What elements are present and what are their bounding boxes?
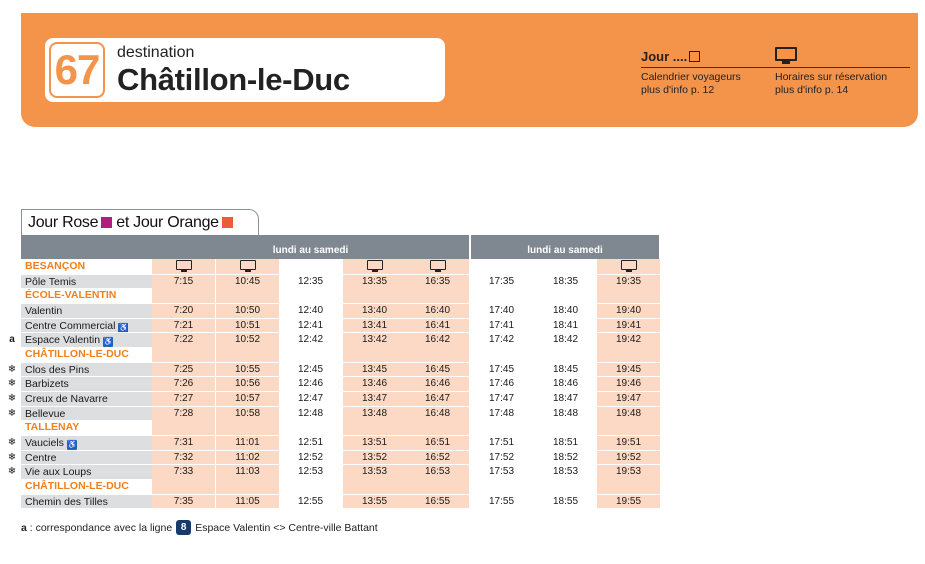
phone-reservation-icon (775, 47, 797, 65)
time-cell: 12:42 (279, 333, 342, 347)
time-cell (152, 420, 215, 435)
time-cell: 7:33 (152, 465, 215, 479)
snowflake-icon: ❄ (7, 451, 17, 463)
time-cell: 10:55 (216, 363, 279, 377)
time-cell: 16:35 (406, 275, 469, 289)
time-cell (279, 479, 342, 494)
stop-name-text: Vauciels (25, 436, 64, 449)
legend-calendar-line-1: Calendrier voyageurs (641, 71, 741, 83)
time-cell: 7:35 (152, 495, 215, 509)
time-cell: 19:35 (597, 275, 660, 289)
time-cell: 18:52 (534, 451, 597, 465)
time-cell (534, 288, 597, 303)
stop-name (21, 465, 152, 479)
town-name (21, 288, 152, 303)
time-cell: 19:47 (597, 392, 660, 406)
stop-name (21, 319, 152, 333)
orange-square-icon (222, 217, 233, 228)
time-cell: 18:55 (534, 495, 597, 509)
stop-row (21, 494, 659, 509)
time-cell: 16:41 (406, 319, 469, 333)
stop-name-text: Vie aux Loups (25, 466, 92, 479)
time-cell: 7:31 (152, 436, 215, 450)
phone-reservation-icon (430, 260, 446, 273)
footnote (21, 520, 378, 535)
stop-name (21, 377, 152, 391)
legend-calendar-title: Jour .... (641, 48, 688, 64)
stop-name (21, 407, 152, 421)
time-cell: 16:53 (406, 465, 469, 479)
legend-divider (641, 67, 776, 68)
time-cell: 16:40 (406, 304, 469, 318)
time-cell: 7:15 (152, 275, 215, 289)
line-number-badge: 67 (49, 42, 105, 98)
time-cell: 19:40 (597, 304, 660, 318)
stop-name (21, 275, 152, 289)
destination-label: destination (117, 44, 195, 61)
stop-row (21, 318, 659, 333)
time-cell: 16:45 (406, 363, 469, 377)
town-row (21, 288, 659, 303)
time-cell: 17:48 (470, 407, 533, 421)
time-cell: 17:53 (470, 465, 533, 479)
time-cell (406, 347, 469, 362)
time-cell: 12:47 (279, 392, 342, 406)
time-cell: 10:52 (216, 333, 279, 347)
time-cell (534, 420, 597, 435)
time-cell: 10:56 (216, 377, 279, 391)
time-cell: 16:46 (406, 377, 469, 391)
time-cell: 13:45 (343, 363, 406, 377)
time-cell: 19:51 (597, 436, 660, 450)
time-cell: 11:01 (216, 436, 279, 450)
time-cell: 10:58 (216, 407, 279, 421)
stop-name-text: TALLENAY (25, 421, 80, 434)
header-banner (21, 13, 918, 127)
day-type-tab (21, 209, 259, 235)
time-cell (152, 347, 215, 362)
time-cell: 13:46 (343, 377, 406, 391)
time-cell: 13:41 (343, 319, 406, 333)
time-cell (470, 420, 533, 435)
time-cell (279, 288, 342, 303)
town-row (21, 420, 659, 435)
time-cell: 18:45 (534, 363, 597, 377)
town-name (21, 420, 152, 435)
footnote-text-before: : correspondance avec la ligne (26, 521, 173, 534)
time-cell: 19:52 (597, 451, 660, 465)
time-cell (406, 259, 469, 274)
time-cell: 17:47 (470, 392, 533, 406)
time-cell (152, 479, 215, 494)
stop-name-text: Bellevue (25, 407, 66, 420)
legend-reservation (775, 47, 910, 97)
time-cell: 16:47 (406, 392, 469, 406)
stop-name-text: Pôle Temis (25, 275, 77, 288)
time-cell: 18:41 (534, 319, 597, 333)
time-cell: 13:53 (343, 465, 406, 479)
time-cell (216, 347, 279, 362)
stop-name (21, 392, 152, 406)
time-cell: 7:27 (152, 392, 215, 406)
time-cell: 11:03 (216, 465, 279, 479)
time-cell: 11:02 (216, 451, 279, 465)
time-cell: 10:57 (216, 392, 279, 406)
time-cell: 16:51 (406, 436, 469, 450)
legend-divider (775, 67, 910, 68)
time-cell: 19:55 (597, 495, 660, 509)
tab-label-orange: et Jour Orange (116, 214, 219, 231)
group-label-1: lundi au samedi (272, 245, 349, 256)
time-cell (597, 259, 660, 274)
time-cell: 17:46 (470, 377, 533, 391)
stop-name (21, 304, 152, 318)
time-cell: 19:53 (597, 465, 660, 479)
time-cell: 18:47 (534, 392, 597, 406)
time-cell: 7:26 (152, 377, 215, 391)
title-box (45, 38, 445, 102)
time-cell (152, 259, 215, 274)
time-cell: 7:22 (152, 333, 215, 347)
time-cell: 7:32 (152, 451, 215, 465)
time-cell: 12:52 (279, 451, 342, 465)
time-cell (343, 479, 406, 494)
snowflake-icon: ❄ (7, 466, 17, 478)
tab-label-rose: Jour Rose (28, 214, 99, 231)
snowflake-icon: ❄ (7, 436, 17, 448)
time-cell: 18:53 (534, 465, 597, 479)
town-name (21, 259, 152, 274)
time-cell: 12:51 (279, 436, 342, 450)
time-cell: 17:35 (470, 275, 533, 289)
phone-reservation-icon (240, 260, 256, 273)
time-cell: 17:40 (470, 304, 533, 318)
rose-square-icon (101, 217, 112, 228)
time-cell: 12:40 (279, 304, 342, 318)
stop-row (21, 303, 659, 318)
legend-reservation-line-2: plus d'info p. 14 (775, 84, 849, 96)
stop-name-text: Valentin (25, 304, 63, 317)
stop-name (21, 363, 152, 377)
time-cell (216, 479, 279, 494)
time-cell (343, 347, 406, 362)
legend-calendar (641, 47, 776, 97)
snowflake-icon: ❄ (7, 363, 17, 375)
time-cell: 7:21 (152, 319, 215, 333)
time-cell (343, 420, 406, 435)
time-cell (534, 347, 597, 362)
wheelchair-accessible-icon: ♿ (66, 439, 77, 449)
time-cell: 13:35 (343, 275, 406, 289)
town-row (21, 479, 659, 494)
time-cell (470, 347, 533, 362)
time-cell (152, 288, 215, 303)
stop-row (7, 464, 659, 479)
stop-row (7, 391, 659, 406)
time-cell (279, 259, 342, 274)
time-cell: 18:51 (534, 436, 597, 450)
time-cell (597, 479, 660, 494)
time-cell: 16:42 (406, 333, 469, 347)
timetable-body (7, 259, 659, 508)
time-cell (406, 288, 469, 303)
time-cell (343, 259, 406, 274)
time-cell (216, 288, 279, 303)
legend-reservation-line-1: Horaires sur réservation (775, 71, 888, 83)
time-cell (216, 259, 279, 274)
time-cell: 13:55 (343, 495, 406, 509)
phone-reservation-icon (621, 260, 637, 273)
phone-reservation-icon (176, 260, 192, 273)
destination-name: Châtillon-le-Duc (117, 62, 350, 97)
time-cell (406, 420, 469, 435)
time-cell: 12:46 (279, 377, 342, 391)
time-cell: 19:41 (597, 319, 660, 333)
time-cell: 18:35 (534, 275, 597, 289)
time-cell (597, 288, 660, 303)
time-cell (470, 288, 533, 303)
time-cell: 17:42 (470, 333, 533, 347)
time-cell: 13:51 (343, 436, 406, 450)
time-cell (470, 259, 533, 274)
stop-name-text: ÉCOLE-VALENTIN (25, 289, 117, 302)
stop-name (21, 436, 152, 450)
phone-reservation-icon (367, 260, 383, 273)
stop-row (7, 376, 659, 391)
stop-name-text: CHÂTILLON-LE-DUC (25, 347, 129, 360)
time-cell: 19:48 (597, 407, 660, 421)
time-cell: 11:05 (216, 495, 279, 509)
town-name (21, 479, 152, 494)
stop-name-text: Espace Valentin (25, 334, 101, 347)
time-cell: 10:45 (216, 275, 279, 289)
stop-row (7, 406, 659, 421)
stop-row (9, 332, 659, 347)
stop-name (21, 333, 152, 347)
stop-row (21, 274, 659, 289)
stop-row (7, 435, 659, 450)
square-icon (689, 51, 700, 62)
connection-marker: a (9, 334, 15, 346)
time-cell: 17:41 (470, 319, 533, 333)
time-cell: 19:42 (597, 333, 660, 347)
timetable-header (21, 235, 659, 259)
time-cell: 17:52 (470, 451, 533, 465)
time-cell: 13:48 (343, 407, 406, 421)
time-cell: 13:42 (343, 333, 406, 347)
time-cell: 18:40 (534, 304, 597, 318)
time-cell: 16:52 (406, 451, 469, 465)
stop-name-text: Creux de Navarre (25, 392, 108, 405)
time-cell: 17:45 (470, 363, 533, 377)
time-cell: 10:50 (216, 304, 279, 318)
time-cell: 19:46 (597, 377, 660, 391)
time-cell: 12:45 (279, 363, 342, 377)
time-cell (534, 479, 597, 494)
time-cell: 13:52 (343, 451, 406, 465)
time-cell: 10:51 (216, 319, 279, 333)
stop-row (7, 362, 659, 377)
stop-name-text: Clos des Pins (25, 363, 90, 376)
time-cell: 7:20 (152, 304, 215, 318)
stop-name (21, 495, 152, 509)
town-row (21, 347, 659, 362)
time-cell (343, 288, 406, 303)
time-cell: 16:48 (406, 407, 469, 421)
stop-name-text: Centre (25, 451, 57, 464)
time-cell: 18:46 (534, 377, 597, 391)
time-cell: 13:47 (343, 392, 406, 406)
time-cell: 12:48 (279, 407, 342, 421)
time-cell (597, 347, 660, 362)
time-cell: 17:55 (470, 495, 533, 509)
wheelchair-accessible-icon: ♿ (103, 337, 114, 347)
footnote-text-after: Espace Valentin <> Centre-ville Battant (195, 521, 378, 534)
time-cell (470, 479, 533, 494)
stop-row (7, 450, 659, 465)
stop-name (21, 451, 152, 465)
time-cell: 7:28 (152, 407, 215, 421)
stop-name-text: Centre Commercial (25, 319, 116, 332)
time-cell: 13:40 (343, 304, 406, 318)
stop-name-text: CHÂTILLON-LE-DUC (25, 479, 129, 492)
stop-name-text: Chemin des Tilles (25, 495, 108, 508)
wheelchair-accessible-icon: ♿ (118, 322, 129, 332)
time-cell: 18:48 (534, 407, 597, 421)
time-cell: 12:35 (279, 275, 342, 289)
town-row (21, 259, 659, 274)
snowflake-icon: ❄ (7, 407, 17, 419)
stop-name-text: BESANÇON (25, 260, 86, 272)
time-cell: 19:45 (597, 363, 660, 377)
time-cell: 17:51 (470, 436, 533, 450)
town-name (21, 347, 152, 362)
time-cell (534, 259, 597, 274)
time-cell: 7:25 (152, 363, 215, 377)
time-cell: 12:55 (279, 495, 342, 509)
time-cell (216, 420, 279, 435)
time-cell (279, 347, 342, 362)
time-cell: 12:53 (279, 465, 342, 479)
time-cell (279, 420, 342, 435)
stop-name-text: Barbizets (25, 378, 69, 391)
time-cell: 16:55 (406, 495, 469, 509)
time-cell: 18:42 (534, 333, 597, 347)
snowflake-icon: ❄ (7, 378, 17, 390)
group-label-2: lundi au samedi (527, 245, 603, 256)
snowflake-icon: ❄ (7, 392, 17, 404)
time-cell: 12:41 (279, 319, 342, 333)
time-cell (597, 420, 660, 435)
legend-calendar-line-2: plus d'info p. 12 (641, 84, 715, 96)
footnote-key: a (21, 521, 27, 534)
time-cell (406, 479, 469, 494)
line-8-badge: 8 (176, 520, 191, 535)
